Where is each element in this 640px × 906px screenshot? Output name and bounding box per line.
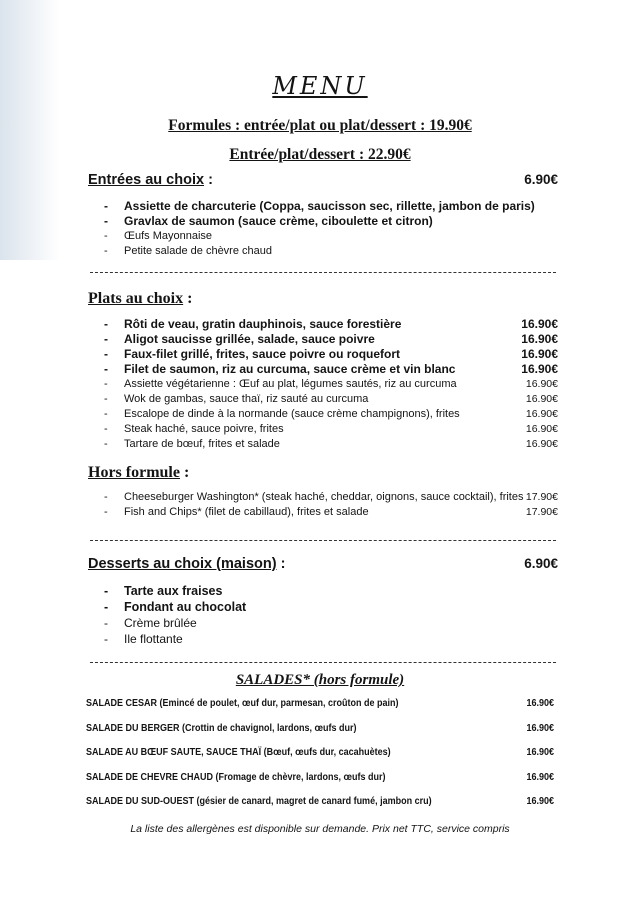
salad-name: SALADE CESAR (Emincé de poulet, œuf dur, parmesan, croûton de pain) <box>86 698 399 709</box>
divider <box>90 662 556 663</box>
salad-price: 16.90€ <box>526 771 554 783</box>
desserts-heading: Desserts au choix (maison) : <box>88 556 286 572</box>
menu-item-price: 16.90€ <box>521 362 558 376</box>
menu-item <box>104 631 404 647</box>
menu-item-name: Tarte aux fraises <box>124 584 223 598</box>
salad-price: 16.90€ <box>526 796 554 807</box>
menu-item-name: Aligot saucisse grillée, salade, sauce poivre <box>124 332 375 346</box>
menu-item-name: Rôti de veau, gratin dauphinois, sauce forestière <box>124 317 402 331</box>
menu-item <box>104 422 558 437</box>
desserts-list <box>104 583 404 647</box>
bullet: - <box>104 393 108 405</box>
menu-item-name: Petite salade de chèvre chaud <box>124 245 272 257</box>
salad-name: SALADE DU BERGER (Crottin de chavignol, lardons, œufs dur) <box>86 722 357 734</box>
menu-item-price: 16.90€ <box>521 317 558 331</box>
menu-item-price: 16.90€ <box>521 347 558 361</box>
menu-item <box>104 505 558 520</box>
menu-item <box>104 362 558 377</box>
menu-item-name: Escalope de dinde à la normande (sauce crème champignons), frites <box>124 408 460 420</box>
menu-item-name: Tartare de bœuf, frites et salade <box>124 438 280 450</box>
entrees-list <box>104 199 558 259</box>
menu-item <box>104 615 404 631</box>
menu-item <box>104 317 558 332</box>
bullet: - <box>104 347 108 361</box>
entrees-heading: Entrées au choix : <box>88 172 213 188</box>
menu-item-name: Œufs Mayonnaise <box>124 230 213 242</box>
bullet: - <box>104 362 108 376</box>
salad-price: 16.90€ <box>526 747 554 758</box>
menu-item-name: Steak haché, sauce poivre, frites <box>124 423 284 435</box>
salad-name: SALADE DE CHEVRE CHAUD (Fromage de chèvre, lardons, œufs dur) <box>86 771 386 783</box>
menu-item-name: Cheeseburger Washington* (steak haché, cheddar, oignons, sauce cocktail), frites <box>124 491 524 503</box>
menu-item <box>104 199 558 214</box>
menu-item-name: Crème brûlée <box>124 616 197 630</box>
bullet: - <box>104 616 108 630</box>
menu-item-name: Gravlax de saumon (sauce crème, ciboulette et citron) <box>124 214 433 228</box>
menu-item <box>104 392 558 407</box>
salad-item <box>86 697 554 722</box>
salad-item <box>86 795 554 820</box>
menu-item <box>104 377 558 392</box>
salad-price: 16.90€ <box>526 698 554 709</box>
menu-item <box>104 437 558 452</box>
menu-item-name: Fish and Chips* (filet de cabillaud), frites et salade <box>124 506 369 518</box>
menu-item-name: Faux-filet grillé, frites, sauce poivre ou roquefort <box>124 347 401 361</box>
divider <box>90 272 556 273</box>
salades-heading: SALADES* (hors formule) <box>235 672 405 688</box>
menu-item-name: Ile flottante <box>124 632 183 646</box>
bullet: - <box>104 378 108 390</box>
menu-item <box>104 583 404 599</box>
menu-item-price: 16.90€ <box>525 408 558 420</box>
menu-item <box>104 229 558 244</box>
bullet: - <box>104 214 108 228</box>
bullet: - <box>104 438 108 450</box>
bullet: - <box>104 632 108 646</box>
bullet: - <box>104 245 108 257</box>
bullet: - <box>104 230 108 242</box>
bullet: - <box>104 491 108 503</box>
menu-item-name: Assiette végétarienne : Œuf au plat, légumes sautés, riz au curcuma <box>124 378 457 390</box>
menu-item-name: Filet de saumon, riz au curcuma, sauce crème et vin blanc <box>124 362 456 376</box>
menu-item <box>104 599 404 615</box>
salad-name: SALADE DU SUD-OUEST (gésier de canard, magret de canard fumé, jambon cru) <box>86 796 432 807</box>
divider <box>90 540 556 541</box>
menu-item-price: 16.90€ <box>525 378 558 390</box>
bullet: - <box>104 584 109 598</box>
menu-title: MENU <box>272 72 368 100</box>
hors-formule-list <box>104 490 558 520</box>
menu-item-price: 16.90€ <box>521 332 558 346</box>
hors-formule-heading: Hors formule : <box>88 464 190 481</box>
menu-item-price: 16.90€ <box>525 438 558 450</box>
salad-item <box>86 722 554 747</box>
salades-list <box>86 697 556 820</box>
plats-list <box>104 317 558 452</box>
salad-item <box>86 746 554 771</box>
formula-three-course: Entrée/plat/dessert : 22.90€ <box>229 146 411 163</box>
bullet: - <box>104 408 108 420</box>
menu-item <box>104 490 558 505</box>
bullet: - <box>104 600 109 614</box>
desserts-price: 6.90€ <box>524 556 558 571</box>
salad-item <box>86 771 554 796</box>
menu-item <box>104 244 558 259</box>
bullet: - <box>104 332 108 346</box>
plats-heading: Plats au choix : <box>88 290 193 307</box>
salad-name: SALADE AU BŒUF SAUTE, SAUCE THAÏ (Bœuf, œufs dur, cacahuètes) <box>86 747 391 758</box>
salad-price: 16.90€ <box>526 722 554 734</box>
bullet: - <box>104 199 108 213</box>
menu-item-name: Assiette de charcuterie (Coppa, saucisson sec, rillette, jambon de paris) <box>124 199 535 213</box>
menu-item-price: 16.90€ <box>525 423 558 435</box>
entrees-price: 6.90€ <box>524 172 558 187</box>
menu-item <box>104 407 558 422</box>
bullet: - <box>104 317 108 331</box>
menu-item <box>104 214 558 229</box>
menu-item-name: Fondant au chocolat <box>124 600 247 614</box>
bullet: - <box>104 506 108 518</box>
bullet: - <box>104 423 108 435</box>
menu-item-name: Wok de gambas, sauce thaï, riz sauté au curcuma <box>124 393 369 405</box>
menu-item-price: 16.90€ <box>525 393 558 405</box>
menu-item-price: 17.90€ <box>525 491 558 503</box>
menu-item <box>104 347 558 362</box>
menu-item-price: 17.90€ <box>525 506 558 518</box>
footer-note: La liste des allergènes est disponible sur demande. Prix net TTC, service compris <box>130 823 510 835</box>
formula-two-course: Formules : entrée/plat ou plat/dessert : 19.90€ <box>168 117 472 134</box>
menu-item <box>104 332 558 347</box>
